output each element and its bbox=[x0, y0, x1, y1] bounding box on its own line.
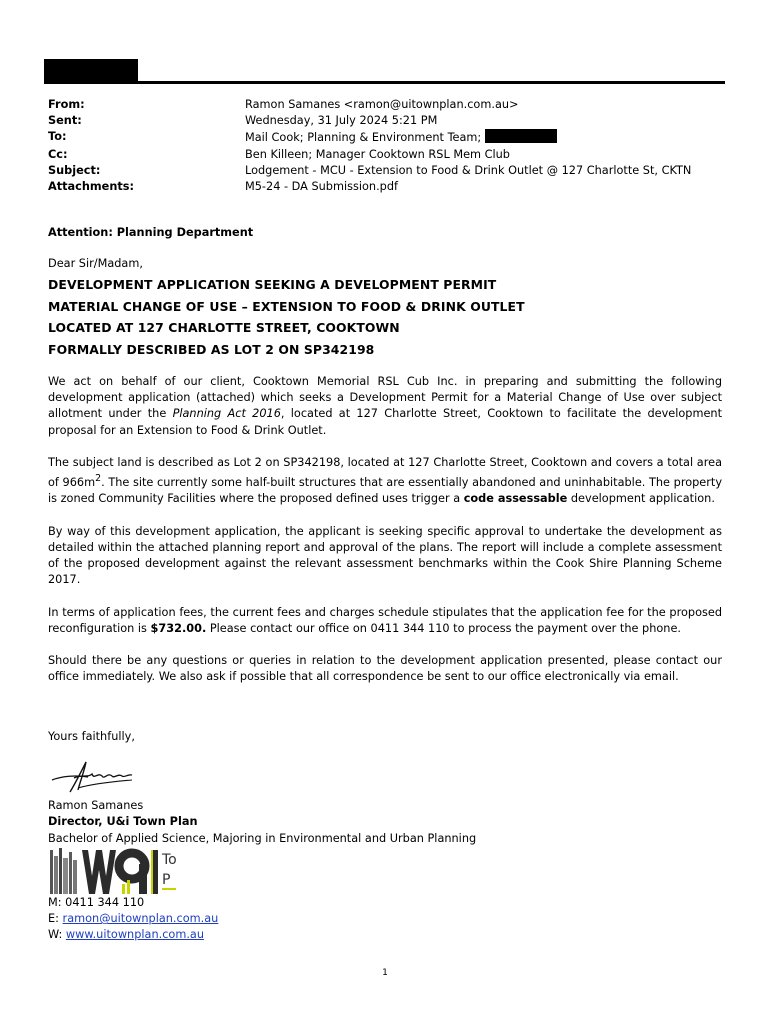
page-number: 1 bbox=[382, 968, 388, 978]
email-link[interactable]: ramon@uitownplan.com.au bbox=[62, 912, 219, 926]
signatory-name: Ramon Samanes bbox=[48, 799, 144, 812]
letter-body bbox=[48, 374, 722, 702]
redaction-bar bbox=[44, 59, 138, 81]
sent-label: Sent: bbox=[48, 114, 82, 128]
paragraph-approval: By way of this development application, the applicant is seeking specific approval to undertake the development as detailed within the attached planning report and approval of the plans. The report will include a complete assessment of the proposed development against the relevant assessment benchmarks within the Cook Shire Planning Scheme 2017. bbox=[48, 524, 722, 587]
header-sent bbox=[48, 113, 728, 129]
paragraph-fees bbox=[48, 605, 722, 637]
title-line: MATERIAL CHANGE OF USE – EXTENSION TO FOOD & DRINK OUTLET bbox=[48, 298, 525, 314]
title-line: LOCATED AT 127 CHARLOTTE STREET, COOKTOWN bbox=[48, 320, 400, 335]
p2-bold: code assessable bbox=[463, 492, 568, 506]
paragraph-intro bbox=[48, 374, 722, 439]
contact-email-row bbox=[48, 911, 218, 927]
contact-web-row bbox=[48, 927, 218, 943]
p1-italic: Planning Act 2016 bbox=[172, 407, 281, 421]
email-label: E: bbox=[48, 912, 63, 926]
cc-value: Ben Killeen; Manager Cooktown RSL Mem Club bbox=[245, 147, 510, 161]
p4-fee: $732.00. bbox=[150, 621, 207, 635]
logo-letters-1: To bbox=[162, 852, 177, 868]
signature-block bbox=[48, 798, 476, 847]
paragraph-land bbox=[48, 455, 722, 507]
to-value: Mail Cook; Planning & Environment Team; bbox=[245, 131, 482, 145]
sent-value: Wednesday, 31 July 2024 5:21 PM bbox=[245, 114, 438, 128]
p2-text: The subject land is described as Lot 2 on SP342198, located at 127 Charlotte Street, Cooktown and covers a total area of 966m bbox=[48, 456, 722, 489]
subject-value: Lodgement - MCU - Extension to Food & Drink Outlet @ 127 Charlotte St, CKTN bbox=[245, 163, 692, 177]
p4-text: In terms of application fees, the current fees and charges schedule stipulates that the application fee for the proposed reconfiguration is bbox=[48, 605, 722, 635]
p1-text: We act on behalf of our client, Cooktown Memorial RSL Cub Inc. in preparing and submitting the following development application (attached) which seeks a Development Permit for a Material Change of Use over subject allotment under the bbox=[48, 375, 722, 421]
header-attachments bbox=[48, 179, 728, 195]
letter-titles bbox=[48, 274, 525, 360]
paragraph-contact: Should there be any questions or queries in relation to the development application presented, please contact our office immediately. We also ask if possible that all correspondence be sent to our office electronically via email. bbox=[48, 654, 722, 684]
subject-label: Subject: bbox=[48, 163, 101, 177]
header-cc bbox=[48, 147, 728, 163]
web-label: W: bbox=[48, 928, 66, 942]
salutation: Dear Sir/Madam, bbox=[48, 257, 143, 270]
signature-icon bbox=[48, 756, 138, 798]
to-value-wrap bbox=[245, 129, 728, 146]
closing: Yours faithfully, bbox=[48, 730, 135, 743]
contact-details bbox=[48, 895, 218, 944]
attention-line: Attention: Planning Department bbox=[48, 226, 254, 239]
title-line: DEVELOPMENT APPLICATION SEEKING A DEVELOPMENT PERMIT bbox=[48, 277, 497, 292]
from-label: From: bbox=[48, 98, 85, 111]
contact-mobile: M: 0411 344 110 bbox=[48, 896, 145, 909]
from-value: Ramon Samanes <ramon@uitownplan.com.au> bbox=[245, 98, 519, 111]
p4-text-end: Please contact our office on 0411 344 110 to process the payment over the phone. bbox=[206, 621, 681, 635]
email-header bbox=[48, 97, 728, 195]
attachments-label: Attachments: bbox=[48, 180, 135, 194]
website-link[interactable]: www.uitownplan.com.au bbox=[65, 928, 205, 942]
p2-text-end: development application. bbox=[567, 492, 715, 506]
header-subject bbox=[48, 163, 728, 179]
cc-label: Cc: bbox=[48, 147, 68, 161]
p1-text-end: , located at 127 Charlotte Street, Cooktown to facilitate the development proposal for an Extension to Food & Drink Outlet. bbox=[48, 407, 722, 437]
company-logo-icon bbox=[48, 846, 188, 896]
to-label: To: bbox=[48, 130, 67, 144]
header-rule bbox=[44, 81, 725, 84]
p2-superscript: 2 bbox=[95, 473, 102, 485]
title-line: FORMALLY DESCRIBED AS LOT 2 ON SP342198 bbox=[48, 341, 375, 357]
p2-text-mid: . The site currently some half-built structures that are essentially abandoned and uninhabitable. The property is zoned Community Facilities where the proposed defined uses trigger a bbox=[48, 475, 723, 506]
signatory-title: Director, U&i Town Plan bbox=[48, 815, 198, 829]
redaction-inline bbox=[485, 129, 557, 143]
header-from bbox=[48, 97, 728, 113]
logo-letters-2: P bbox=[162, 872, 171, 888]
attachments-value: M5-24 - DA Submission.pdf bbox=[245, 180, 398, 194]
header-to bbox=[48, 129, 728, 146]
signatory-qualification: Bachelor of Applied Science, Majoring in Environmental and Urban Planning bbox=[48, 831, 477, 845]
